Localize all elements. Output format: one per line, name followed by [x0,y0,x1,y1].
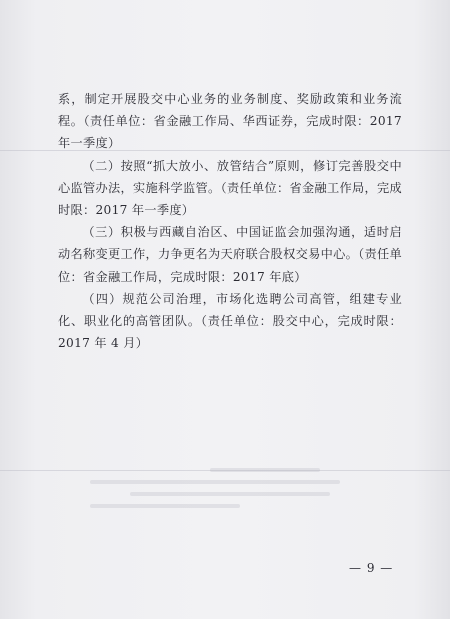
document-body [58,88,402,354]
page-number: — 9 — [349,561,394,575]
paragraph-item-4: （四）规范公司治理，市场化选聘公司高管，组建专业化、职业化的高管团队。（责任单位：股交中心，完成时限：2017 年 4 月） [58,291,402,351]
paragraph-item-3: （三）积极与西藏自治区、中国证监会加强沟通，适时启动名称变更工作，力争更名为天府联合股权交易中心。（责任单位：省金融工作局，完成时限：2017 年底） [58,225,402,284]
paragraph-item-2: （二）按照“抓大放小、放管结合”原则，修订完善股交中心监管办法，实施科学监管。（责任单位：省金融工作局，完成时限：2017 年一季度） [58,158,402,218]
show-through-text [90,460,360,516]
paragraph-continued: 系，制定开展股交中心业务的业务制度、奖励政策和业务流程。（责任单位：省金融工作局、华西证券，完成时限：2017 年一季度） [58,92,402,151]
